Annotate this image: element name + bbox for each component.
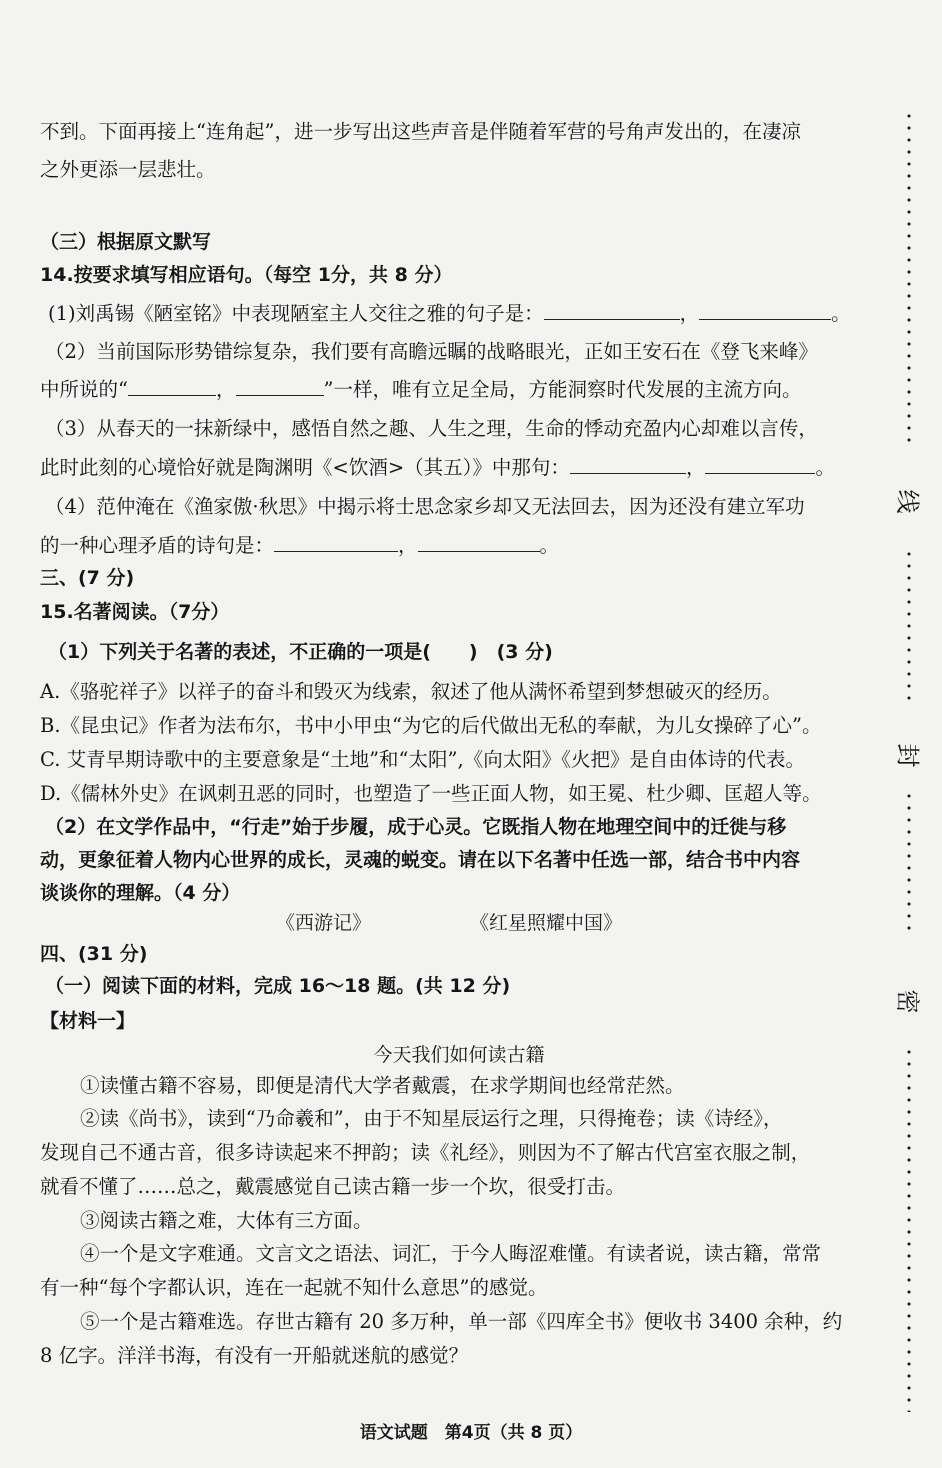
option-c: C. 艾青早期诗歌中的主要意象是“土地”和“太阳”,《向太阳》《火把》是自由体诗的代表。 [40, 748, 805, 771]
text-line: 不到。下面再接上“连角起”，进一步写出这些声音是伴随着军营的号角声发出的，在凄凉 [40, 120, 801, 143]
question-15-2: （2）在文学作品中，“行走”始于步履，成于心灵。它既指人物在地理空间中的迁徙与移 [45, 816, 787, 838]
question-15: 15.名著阅读。（7分） [40, 601, 230, 623]
question-14-2: （2）当前国际形势错综复杂，我们要有高瞻远瞩的战略眼光，正如王安石在《登飞来峰》 [45, 340, 818, 363]
part-heading: 四、(31 分) [40, 943, 148, 965]
question-14-4-line2: 的一种心理矛盾的诗句是： ， 。 [40, 534, 560, 557]
sub-question-heading: （一）阅读下面的材料，完成 16～18 题。(共 12 分) [45, 975, 511, 997]
answer-blank[interactable] [236, 377, 324, 396]
paragraph-4-line2: 有一种“每个字都认识，连在一起就不知什么意思”的感觉。 [40, 1276, 548, 1299]
answer-blank[interactable] [544, 301, 680, 320]
paragraph-4: ④一个是文字难通。文言文之语法、词汇，于今人晦涩难懂。有读者说，读古籍，常常 [80, 1242, 822, 1265]
answer-blank[interactable] [570, 455, 686, 474]
binding-dotted-line [906, 790, 912, 938]
binding-dotted-line [906, 1046, 912, 1412]
margin-char-xian: 线 [893, 489, 922, 514]
paragraph-5: ⑤一个是古籍难选。存世古籍有 20 多万种，单一部《四库全书》便收书 3400 余种，约 [80, 1310, 843, 1333]
part-heading: 三、(7 分) [40, 567, 135, 589]
question-14-2-line2: 中所说的“ ， ”一样，唯有立足全局，方能洞察时代发展的主流方向。 [40, 378, 802, 401]
article-title: 今天我们如何读古籍 [373, 1044, 545, 1066]
question-15-2-line3: 谈谈你的理解。（4 分） [40, 882, 241, 904]
question-15-2-line2: 动，更象征着人物内心世界的成长，灵魂的蜕变。请在以下名著中任选一部，结合书中内容 [40, 849, 801, 871]
margin-char-mi: 密 [893, 989, 922, 1014]
paragraph-1: ①读懂古籍不容易，即便是清代大学者戴震，在求学期间也经常茫然。 [80, 1074, 685, 1097]
material-label: 【材料一】 [40, 1010, 136, 1032]
option-d: D.《儒林外史》在讽刺丑恶的同时，也塑造了一些正面人物，如王冕、杜少卿、匡超人等。 [40, 782, 822, 805]
text-line: 之外更添一层悲壮。 [40, 158, 216, 181]
paragraph-2-line2: 发现自己不通古音，很多诗读起来不押韵；读《礼经》，则因为不了解古代宫室衣服之制， [40, 1141, 811, 1164]
section-heading: （三）根据原文默写 [40, 231, 212, 253]
paragraph-5-line2: 8 亿字。洋洋书海，有没有一开船就迷航的感觉？ [40, 1344, 469, 1367]
binding-dotted-line [906, 110, 912, 448]
question-15-1: （1）下列关于名著的表述，不正确的一项是( ) (3 分) [48, 641, 553, 663]
paragraph-2: ②读《尚书》，读到“乃命羲和”，由于不知星辰运行之理，只得掩卷；读《诗经》， [80, 1107, 783, 1130]
answer-blank[interactable] [699, 301, 831, 320]
answer-blank[interactable] [418, 533, 540, 552]
paragraph-3: ③阅读古籍之难，大体有三方面。 [80, 1209, 373, 1232]
page-footer: 语文试题 第4页（共 8 页） [359, 1423, 583, 1443]
option-a: A.《骆驼祥子》以祥子的奋斗和毁灭为线索，叙述了他从满怀希望到梦想破灭的经历。 [40, 680, 782, 703]
answer-blank[interactable] [128, 377, 216, 396]
question-14-1: (1)刘禹锡《陋室铭》中表现陋室主人交往之雅的句子是： ， 。 [48, 302, 851, 325]
book-hongxing: 《红星照耀中国》 [470, 912, 623, 934]
binding-dotted-line [906, 548, 912, 700]
question-14-3-line2: 此时此刻的心境恰好就是陶渊明《<饮酒>（其五）》中那句： ， 。 [40, 456, 835, 479]
question-14-4: （4）范仲淹在《渔家傲·秋思》中揭示将士思念家乡却又无法回去，因为还没有建立军功 [45, 495, 805, 518]
question-14: 14.按要求填写相应语句。（每空 1分，共 8 分） [40, 264, 453, 286]
book-xiyouji: 《西游记》 [276, 912, 372, 934]
paragraph-2-line3: 就看不懂了……总之，戴震感觉自己读古籍一步一个坎，很受打击。 [40, 1175, 626, 1198]
answer-blank[interactable] [705, 455, 815, 474]
option-b: B.《昆虫记》作者为法布尔，书中小甲虫“为它的后代做出无私的奉献，为儿女操碎了心”。 [40, 714, 822, 737]
answer-blank[interactable] [274, 533, 398, 552]
question-14-3: （3）从春天的一抹新绿中，感悟自然之趣、人生之理，生命的悸动充盈内心却难以言传， [45, 417, 818, 440]
margin-char-feng: 封 [893, 743, 922, 768]
